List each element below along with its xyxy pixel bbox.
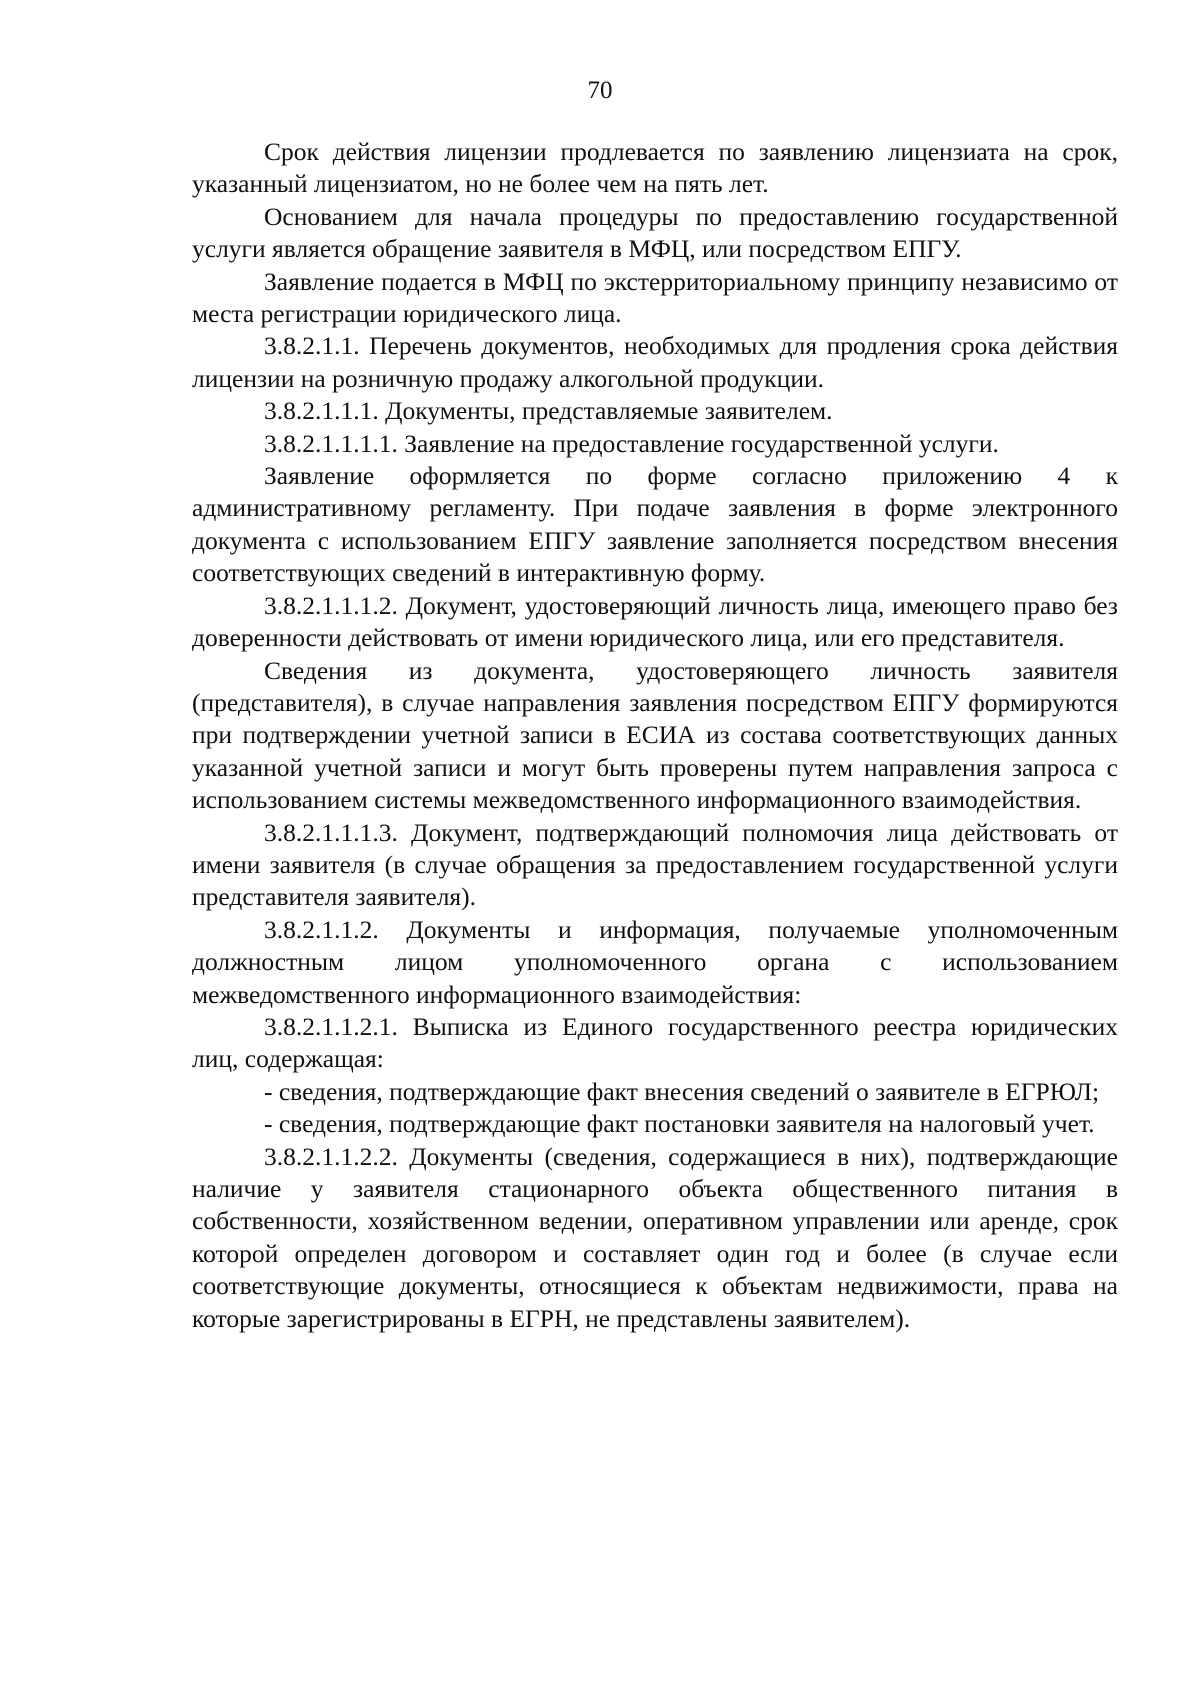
paragraph: 3.8.2.1.1.1.1. Заявление на предоставление государственной услуги. bbox=[264, 428, 999, 458]
list-item: - сведения, подтверждающие факт внесения сведений о заявителе в ЕГРЮЛ; bbox=[264, 1076, 1100, 1106]
paragraph: Заявление подается в МФЦ по экстерриториальному принципу независимо от места регистрации юридического лица. bbox=[192, 266, 1118, 329]
paragraph: 3.8.2.1.1.2. Документы и информация, получаемые уполномоченным должностным лицом уполномоченного органа с использованием межведомственного информационного взаимодействия: bbox=[192, 914, 1118, 1009]
paragraph: Основанием для начала процедуры по предоставлению государственной услуги является обращение заявителя в МФЦ, или посредством ЕПГУ. bbox=[192, 201, 1118, 264]
list-item: - сведения, подтверждающие факт постановки заявителя на налоговый учет. bbox=[264, 1109, 1095, 1139]
paragraph: Срок действия лицензии продлевается по заявлению лицензиата на срок, указанный лицензиатом, но не более чем на пять лет. bbox=[192, 137, 1118, 199]
paragraph: Заявление оформляется по форме согласно приложению 4 к административному регламенту. При подаче заявления в форме электронного документа с использованием ЕПГУ заявление заполняется посредством внесения соответствующих сведений в интерактивную форму. bbox=[192, 461, 1118, 588]
document-body bbox=[192, 136, 1118, 1335]
paragraph: 3.8.2.1.1.2.1. Выписка из Единого государственного реестра юридических лиц, содержащая: bbox=[192, 1011, 1118, 1074]
page-number: 70 bbox=[587, 77, 613, 104]
paragraph: 3.8.2.1.1.1. Документы, представляемые заявителем. bbox=[264, 396, 833, 426]
paragraph: 3.8.2.1.1. Перечень документов, необходимых для продления срока действия лицензии на розничную продажу алкогольной продукции. bbox=[192, 331, 1118, 393]
paragraph: Сведения из документа, удостоверяющего личность заявителя (представителя), в случае направления заявления посредством ЕПГУ формируются при подтверждении учетной записи в ЕСИА из состава соответствующих данных указанной учетной записи и могут быть проверены путем направления запроса с использованием системы межведомственного информационного взаимодействия. bbox=[192, 655, 1118, 815]
paragraph: 3.8.2.1.1.1.2. Документ, удостоверяющий личность лица, имеющего право без доверенности действовать от имени юридического лица, или его представителя. bbox=[192, 590, 1118, 653]
paragraph: 3.8.2.1.1.2.2. Документы (сведения, содержащиеся в них), подтверждающие наличие у заявителя стационарного объекта общественного питания в собственности, хозяйственном ведении, оперативном управлении или аренде, срок которой определен договором и составляет один год и более (в случае если соответствующие документы, относящиеся к объектам недвижимости, права на которые зарегистрированы в ЕГРН, не представлены заявителем). bbox=[192, 1141, 1118, 1333]
paragraph: 3.8.2.1.1.1.3. Документ, подтверждающий полномочия лица действовать от имени заявителя (в случае обращения за предоставлением государственной услуги представителя заявителя). bbox=[192, 817, 1118, 912]
